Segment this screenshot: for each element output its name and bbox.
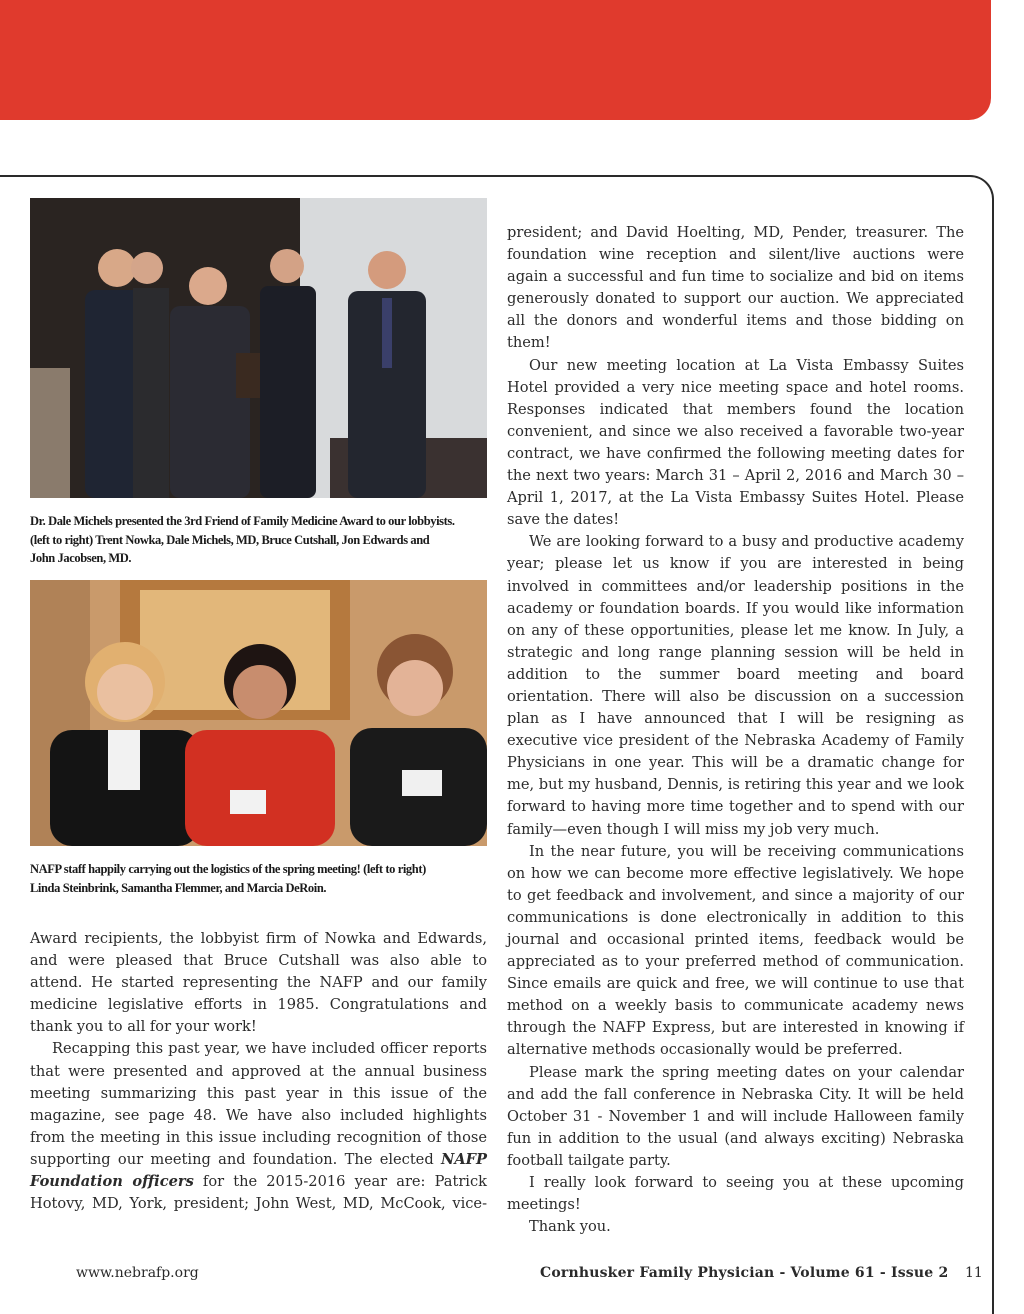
page-number: 11 (965, 1265, 983, 1281)
frame-right-rule (992, 205, 994, 1314)
staff-photo-caption (30, 860, 500, 897)
footer-publication: Cornhusker Family Physician - Volume 61 - Issue 2 (540, 1265, 949, 1281)
left-column (30, 928, 487, 1215)
award-caption-line-2: (left to right) Trent Nowka, Dale Michels, MD, Bruce Cutshall, Jon Edwards and (30, 532, 430, 547)
left-paragraph-2 (30, 1038, 487, 1215)
right-paragraph-7: Thank you. (529, 1218, 611, 1236)
right-paragraph-6: I really look forward to seeing you at these upcoming meetings! (507, 1174, 964, 1214)
award-caption-line-3: John Jacobsen, MD. (30, 551, 132, 565)
left-paragraph-1: Award recipients, the lobbyist firm of Nowka and Edwards, and were pleased that Bruce Cutshall was also able to attend. He started representing the NAFP and our family medicine legislative efforts in 1985. Congratulations and thank you to all for your work! (30, 930, 487, 1036)
staff-photo (30, 580, 487, 846)
right-paragraph-2: Our new meeting location at La Vista Embassy Suites Hotel provided a very nice meeting space and hotel rooms. Responses indicated that members found the location convenient, and since we also received a favorable two-year contract, we have confirmed the following meeting dates for the next two years: March 31 – April 2, 2016 and March 30 – April 1, 2017, at the La Vista Embassy Suites Hotel. Please save the dates! (507, 356, 964, 529)
staff-caption-line-2: Linda Steinbrink, Samantha Flemmer, and Marcia DeRoin. (30, 880, 327, 895)
right-column (507, 222, 964, 1238)
footer-website: www.nebrafp.org (76, 1265, 199, 1281)
award-photo-caption (30, 512, 500, 568)
award-caption-line-1: Dr. Dale Michels presented the 3rd Friend of Family Medicine Award to our lobbyists. (30, 514, 455, 528)
staff-caption-line-1: NAFP staff happily carrying out the logistics of the spring meeting! (left to right) (30, 862, 426, 876)
right-paragraph-4: In the near future, you will be receiving communications on how we can become more effective legislatively. We hope to get feedback and involvement, and since a majority of our communications is done electronically in addition to this journal and occasional printed items, feedback would be appreciated as to your preferred method of communication. Since emails are quick and free, we will continue to use that method on a weekly basis to communicate academy news through the NAFP Express, but are interested in knowing if alternative methods occasionally would be preferred. (507, 842, 964, 1059)
foundation-officers-emphasis: NAFP Foundation officers (30, 1150, 487, 1191)
left-paragraph-2-text-b: for the 2015-2016 year are: Patrick Hotovy, MD, York, president; John West, MD, McCook, vice- (30, 1173, 487, 1213)
right-paragraph-3: We are looking forward to a busy and productive academy year; please let us know if you are interested in being involved in committees and/or leadership positions in the academy or foundation boards. If you would like information on any of these opportunities, please let me know. In July, a strategic and long range planning session will be held in addition to the summer board meeting and board orientation. There will also be discussion on a succession plan as I have announced that I will be resigning as executive vice president of the Nebraska Academy of Family Physicians in one year. This will be a dramatic change for me, but my husband, Dennis, is retiring this year and we look forward to having more time together and to spend with our family—even though I will miss my job very much. (507, 533, 964, 838)
award-photo (30, 198, 487, 498)
frame-top-rule (0, 175, 970, 177)
right-paragraph-1: president; and David Hoelting, MD, Pender, treasurer. The foundation wine reception and silent/live auctions were again a successful and fun time to socialize and bid on items generously donated to support our auction. We appreciated all the donors and wonderful items and those bidding on them! (507, 224, 964, 352)
frame-corner (960, 175, 994, 209)
header-banner (0, 0, 991, 120)
right-paragraph-5: Please mark the spring meeting dates on your calendar and add the fall conference in Nebraska City. It will be held October 31 - November 1 and will include Halloween family fun in addition to the usual (and always exciting) Nebraska football tailgate party. (507, 1063, 964, 1169)
left-paragraph-2-text-a: Recapping this past year, we have included officer reports that were presented and approved at the annual business meeting summarizing this past year in this issue of the magazine, see page 48. We have also included highlights from the meeting in this issue including recognition of those supporting our meeting and foundation. The elected (30, 1040, 487, 1168)
